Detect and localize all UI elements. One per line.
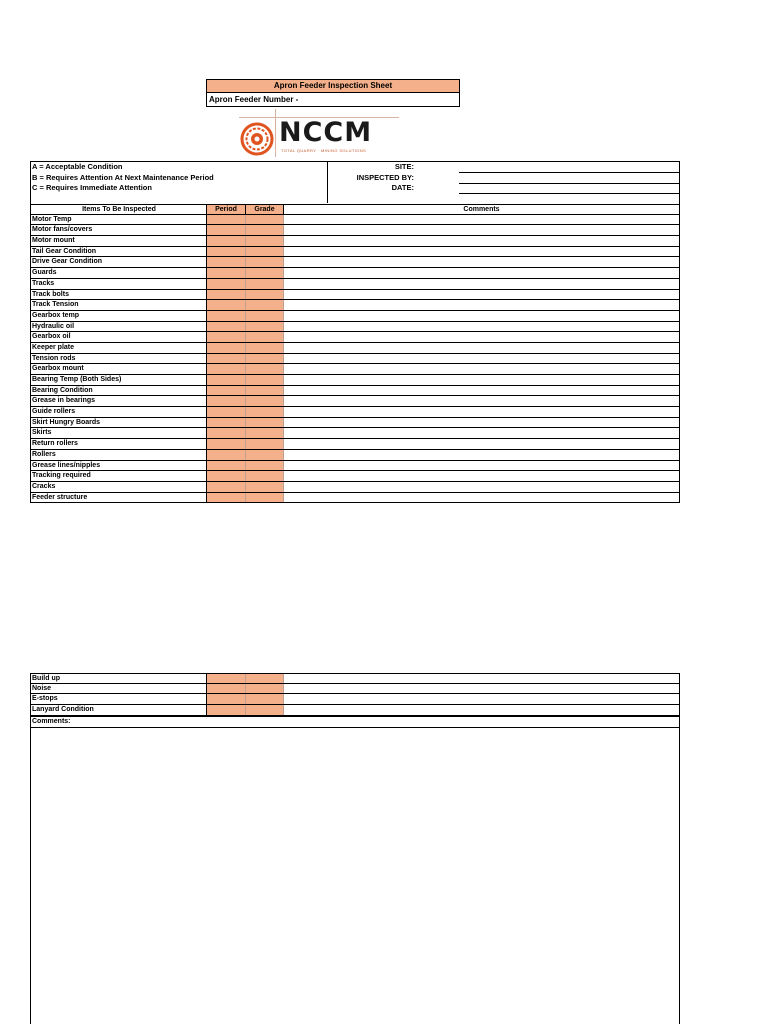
grade-cell[interactable] xyxy=(246,215,284,225)
period-cell[interactable] xyxy=(207,257,246,267)
period-cell[interactable] xyxy=(207,247,246,257)
legend-box xyxy=(30,161,680,205)
nccm-logo xyxy=(239,109,399,159)
grade-legend xyxy=(31,162,328,203)
grade-cell[interactable] xyxy=(246,257,284,267)
inspection-item-label: Tracking required xyxy=(31,471,207,481)
comment-cell[interactable] xyxy=(284,279,679,289)
table-row xyxy=(31,396,679,407)
comment-cell[interactable] xyxy=(284,247,679,257)
table-row xyxy=(31,247,679,258)
inspection-item-label: Tail Gear Condition xyxy=(31,247,207,257)
inspection-item-label: Bearing Temp (Both Sides) xyxy=(31,375,207,385)
header-grade: Grade xyxy=(246,205,284,214)
table-row xyxy=(31,311,679,322)
inspection-item-label: Tracks xyxy=(31,279,207,289)
table-row xyxy=(31,407,679,418)
period-cell[interactable] xyxy=(207,694,246,704)
comment-cell[interactable] xyxy=(284,439,679,449)
period-cell[interactable] xyxy=(207,439,246,449)
table-row xyxy=(31,290,679,301)
comment-cell[interactable] xyxy=(284,471,679,481)
comment-cell[interactable] xyxy=(284,418,679,428)
grade-cell[interactable] xyxy=(246,450,284,460)
period-cell[interactable] xyxy=(207,407,246,417)
table-row xyxy=(31,705,679,716)
inspection-item-label: Hydraulic oil xyxy=(31,322,207,332)
grade-cell[interactable] xyxy=(246,236,284,246)
period-cell[interactable] xyxy=(207,684,246,694)
comment-cell[interactable] xyxy=(284,364,679,374)
grade-cell[interactable] xyxy=(246,279,284,289)
table-row xyxy=(31,482,679,493)
comment-cell[interactable] xyxy=(284,705,679,715)
grade-cell[interactable] xyxy=(246,471,284,481)
site-field[interactable] xyxy=(459,172,679,173)
comment-cell[interactable] xyxy=(284,236,679,246)
comment-cell[interactable] xyxy=(284,694,679,704)
period-cell[interactable] xyxy=(207,300,246,310)
period-cell[interactable] xyxy=(207,268,246,278)
grade-cell[interactable] xyxy=(246,407,284,417)
period-cell[interactable] xyxy=(207,674,246,683)
logo-tagline: TOTAL QUARRY · MINING SOLUTIONS xyxy=(281,148,367,153)
grade-cell[interactable] xyxy=(246,493,284,503)
table-row xyxy=(31,450,679,461)
comment-cell[interactable] xyxy=(284,407,679,417)
comment-cell[interactable] xyxy=(284,322,679,332)
period-cell[interactable] xyxy=(207,354,246,364)
grade-cell[interactable] xyxy=(246,705,284,715)
comment-cell[interactable] xyxy=(284,396,679,406)
logo-crosshair-vertical xyxy=(275,109,276,157)
comment-cell[interactable] xyxy=(284,225,679,235)
comment-cell[interactable] xyxy=(284,332,679,342)
table-row xyxy=(31,300,679,311)
inspection-item-label: Rollers xyxy=(31,450,207,460)
title-box xyxy=(206,79,460,107)
table-row xyxy=(31,343,679,354)
comment-cell[interactable] xyxy=(284,428,679,438)
period-cell[interactable] xyxy=(207,215,246,225)
grade-cell[interactable] xyxy=(246,311,284,321)
table-row xyxy=(31,215,679,226)
period-cell[interactable] xyxy=(207,375,246,385)
period-cell[interactable] xyxy=(207,332,246,342)
grade-cell[interactable] xyxy=(246,364,284,374)
comment-cell[interactable] xyxy=(284,461,679,471)
comment-cell[interactable] xyxy=(284,343,679,353)
table-row xyxy=(31,684,679,695)
period-cell[interactable] xyxy=(207,705,246,715)
site-label: SITE: xyxy=(394,162,414,171)
grade-cell[interactable] xyxy=(246,290,284,300)
grade-cell[interactable] xyxy=(246,461,284,471)
comment-cell[interactable] xyxy=(284,450,679,460)
table-row xyxy=(31,332,679,343)
table-row xyxy=(31,493,679,504)
comments-label: Comments: xyxy=(31,717,679,728)
period-cell[interactable] xyxy=(207,386,246,396)
inspection-item-label: E-stops xyxy=(31,694,207,704)
comment-cell[interactable] xyxy=(284,311,679,321)
feeder-number-field[interactable]: Apron Feeder Number - xyxy=(209,95,299,104)
comment-cell[interactable] xyxy=(284,257,679,267)
inspection-item-label: Gearbox mount xyxy=(31,364,207,374)
grade-cell[interactable] xyxy=(246,268,284,278)
inspection-table xyxy=(30,204,680,503)
grade-cell[interactable] xyxy=(246,322,284,332)
period-cell[interactable] xyxy=(207,343,246,353)
period-cell[interactable] xyxy=(207,396,246,406)
inspection-item-label: Tension rods xyxy=(31,354,207,364)
table-row xyxy=(31,225,679,236)
header-period: Period xyxy=(207,205,246,214)
inspection-item-label: Skirt Hungry Boards xyxy=(31,418,207,428)
period-cell[interactable] xyxy=(207,493,246,503)
grade-cell[interactable] xyxy=(246,332,284,342)
legend-b: B = Requires Attention At Next Maintenance Period xyxy=(32,172,214,182)
inspection-item-label: Motor Temp xyxy=(31,215,207,225)
comment-cell[interactable] xyxy=(284,268,679,278)
grade-cell[interactable] xyxy=(246,354,284,364)
table-row xyxy=(31,439,679,450)
grade-cell[interactable] xyxy=(246,418,284,428)
period-cell[interactable] xyxy=(207,236,246,246)
table-row xyxy=(31,257,679,268)
inspection-item-label: Build up xyxy=(31,674,207,683)
inspection-item-label: Grease in bearings xyxy=(31,396,207,406)
inspection-item-label: Feeder structure xyxy=(31,493,207,503)
table-row xyxy=(31,279,679,290)
inspection-item-label: Noise xyxy=(31,684,207,694)
inspection-item-label: Drive Gear Condition xyxy=(31,257,207,267)
comment-cell[interactable] xyxy=(284,300,679,310)
date-label: DATE: xyxy=(391,183,414,192)
period-cell[interactable] xyxy=(207,290,246,300)
inspection-item-label: Lanyard Condition xyxy=(31,705,207,715)
header-comments: Comments xyxy=(463,206,500,213)
period-cell[interactable] xyxy=(207,279,246,289)
legend-c: C = Requires Immediate Attention xyxy=(32,183,152,192)
period-cell[interactable] xyxy=(207,482,246,492)
table-row xyxy=(31,428,679,439)
period-cell[interactable] xyxy=(207,450,246,460)
table-row xyxy=(31,354,679,365)
logo-wordmark: NCCM xyxy=(279,117,373,148)
inspection-item-label: Gearbox oil xyxy=(31,332,207,342)
inspection-table-continued xyxy=(30,673,680,716)
header-items: Items To Be Inspected xyxy=(31,205,207,214)
comment-cell[interactable] xyxy=(284,354,679,364)
period-cell[interactable] xyxy=(207,364,246,374)
legend-a: A = Acceptable Condition xyxy=(32,162,123,171)
table-row xyxy=(31,694,679,705)
period-cell[interactable] xyxy=(207,322,246,332)
comment-cell[interactable] xyxy=(284,375,679,385)
comments-box[interactable] xyxy=(30,716,680,1024)
inspection-item-label: Track Tension xyxy=(31,300,207,310)
inspection-item-label: Motor mount xyxy=(31,236,207,246)
comment-cell[interactable] xyxy=(284,386,679,396)
date-field[interactable] xyxy=(459,193,679,194)
inspection-item-label: Guide rollers xyxy=(31,407,207,417)
table-row xyxy=(31,364,679,375)
period-cell[interactable] xyxy=(207,428,246,438)
inspection-item-label: Bearing Condition xyxy=(31,386,207,396)
inspection-item-label: Gearbox temp xyxy=(31,311,207,321)
grade-cell[interactable] xyxy=(246,428,284,438)
grade-cell[interactable] xyxy=(246,482,284,492)
table-header-row xyxy=(31,204,679,215)
grade-cell[interactable] xyxy=(246,694,284,704)
comment-cell[interactable] xyxy=(284,684,679,694)
grade-cell[interactable] xyxy=(246,674,284,683)
inspection-item-label: Keeper plate xyxy=(31,343,207,353)
table-row xyxy=(31,471,679,482)
period-cell[interactable] xyxy=(207,471,246,481)
table-row xyxy=(31,375,679,386)
grade-cell[interactable] xyxy=(246,439,284,449)
grade-cell[interactable] xyxy=(246,343,284,353)
table-row xyxy=(31,268,679,279)
period-cell[interactable] xyxy=(207,418,246,428)
inspection-item-label: Motor fans/covers xyxy=(31,225,207,235)
grade-cell[interactable] xyxy=(246,386,284,396)
period-cell[interactable] xyxy=(207,225,246,235)
inspection-item-label: Skirts xyxy=(31,428,207,438)
comment-cell[interactable] xyxy=(284,493,679,503)
inspection-item-label: Cracks xyxy=(31,482,207,492)
grade-cell[interactable] xyxy=(246,396,284,406)
grade-cell[interactable] xyxy=(246,684,284,694)
period-cell[interactable] xyxy=(207,461,246,471)
sheet-title: Apron Feeder Inspection Sheet xyxy=(207,80,459,93)
grade-cell[interactable] xyxy=(246,225,284,235)
table-row xyxy=(31,418,679,429)
grade-cell[interactable] xyxy=(246,247,284,257)
comment-cell[interactable] xyxy=(284,215,679,225)
grade-cell[interactable] xyxy=(246,375,284,385)
table-row xyxy=(31,322,679,333)
inspection-item-label: Track bolts xyxy=(31,290,207,300)
table-row xyxy=(31,673,679,684)
grade-cell[interactable] xyxy=(246,300,284,310)
comment-cell[interactable] xyxy=(284,482,679,492)
comment-cell[interactable] xyxy=(284,290,679,300)
table-row xyxy=(31,386,679,397)
inspected-by-label: INSPECTED BY: xyxy=(356,173,414,182)
inspected-by-field[interactable] xyxy=(459,183,679,184)
table-row xyxy=(31,461,679,472)
inspection-item-label: Grease lines/nipples xyxy=(31,461,207,471)
inspection-item-label: Return rollers xyxy=(31,439,207,449)
comment-cell[interactable] xyxy=(284,674,679,683)
inspection-item-label: Guards xyxy=(31,268,207,278)
table-row xyxy=(31,236,679,247)
logo-emblem-icon xyxy=(240,122,274,156)
period-cell[interactable] xyxy=(207,311,246,321)
